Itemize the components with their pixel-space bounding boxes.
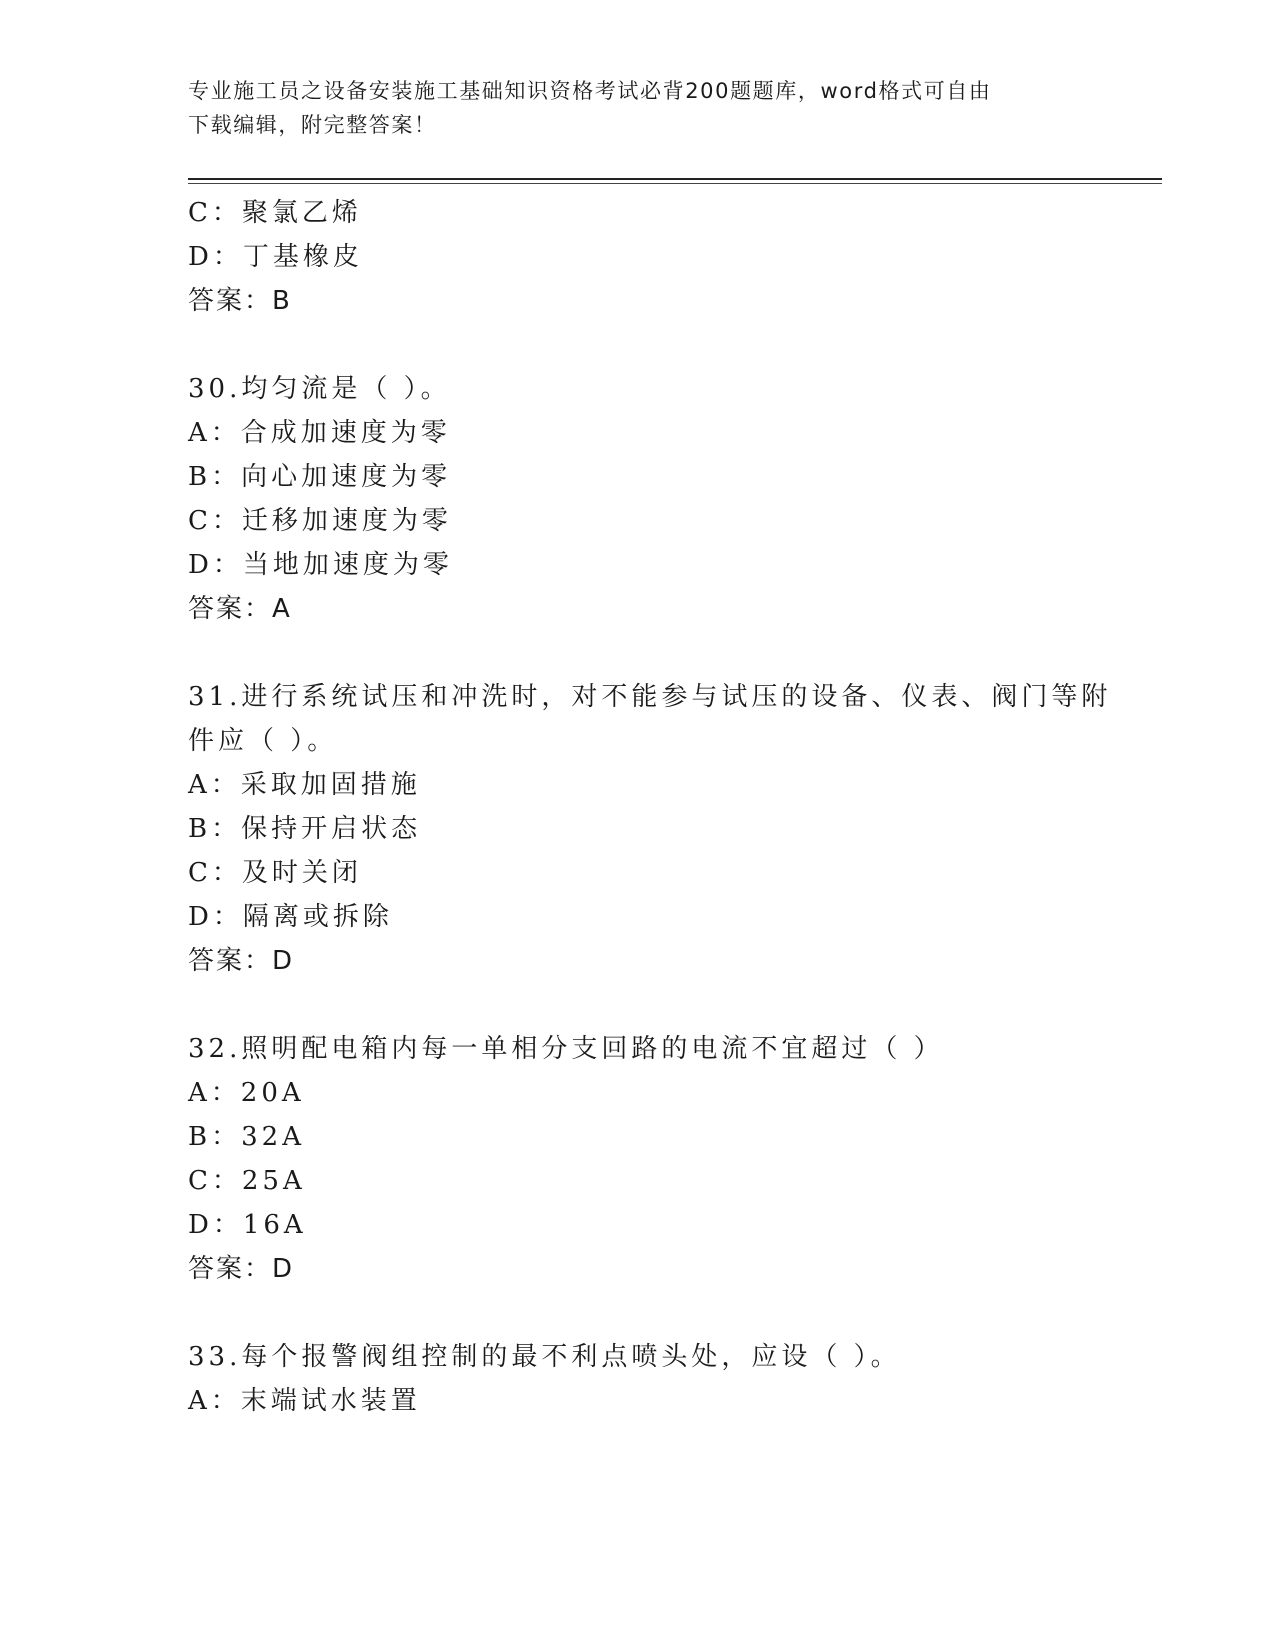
option-c: C：25A xyxy=(188,1166,306,1196)
option-b: B：向心加速度为零 xyxy=(188,462,452,492)
option-c: C：迁移加速度为零 xyxy=(188,506,452,536)
question-stem: 33.每个报警阀组控制的最不利点喷头处，应设（ ）。 xyxy=(188,1342,901,1372)
option-a: A：合成加速度为零 xyxy=(188,418,451,448)
page-header xyxy=(188,74,1068,142)
option-a: A：采取加固措施 xyxy=(188,770,421,800)
option-d: D：隔离或拆除 xyxy=(188,902,393,932)
option-a: A：20A xyxy=(188,1078,305,1108)
header-title-line-2: 下载编辑，附完整答案！ xyxy=(188,113,437,137)
answer-label: 答案：D xyxy=(188,946,295,976)
header-divider-thick xyxy=(188,178,1162,180)
option-a: A：末端试水装置 xyxy=(188,1386,421,1416)
option-c: C：聚氯乙烯 xyxy=(188,198,362,228)
header-divider-thin xyxy=(188,183,1162,184)
answer-label: 答案：D xyxy=(188,1254,295,1284)
question-stem-continued: 件应（ ）。 xyxy=(188,726,338,756)
option-b: B：保持开启状态 xyxy=(188,814,422,844)
header-title-line-1: 专业施工员之设备安装施工基础知识资格考试必背200题题库，word格式可自由 xyxy=(188,79,992,103)
option-d: D：当地加速度为零 xyxy=(188,550,453,580)
question-stem: 31.进行系统试压和冲洗时，对不能参与试压的设备、仪表、阀门等附 xyxy=(188,682,1112,712)
question-stem: 32.照明配电箱内每一单相分支回路的电流不宜超过（ ） xyxy=(188,1034,944,1064)
option-d: D：丁基橡皮 xyxy=(188,242,363,272)
answer-label: 答案：A xyxy=(188,594,292,624)
option-b: B：32A xyxy=(188,1122,305,1152)
option-c: C：及时关闭 xyxy=(188,858,362,888)
option-d: D：16A xyxy=(188,1210,307,1240)
answer-label: 答案：B xyxy=(188,286,292,316)
question-stem: 30.均匀流是（ ）。 xyxy=(188,374,451,404)
